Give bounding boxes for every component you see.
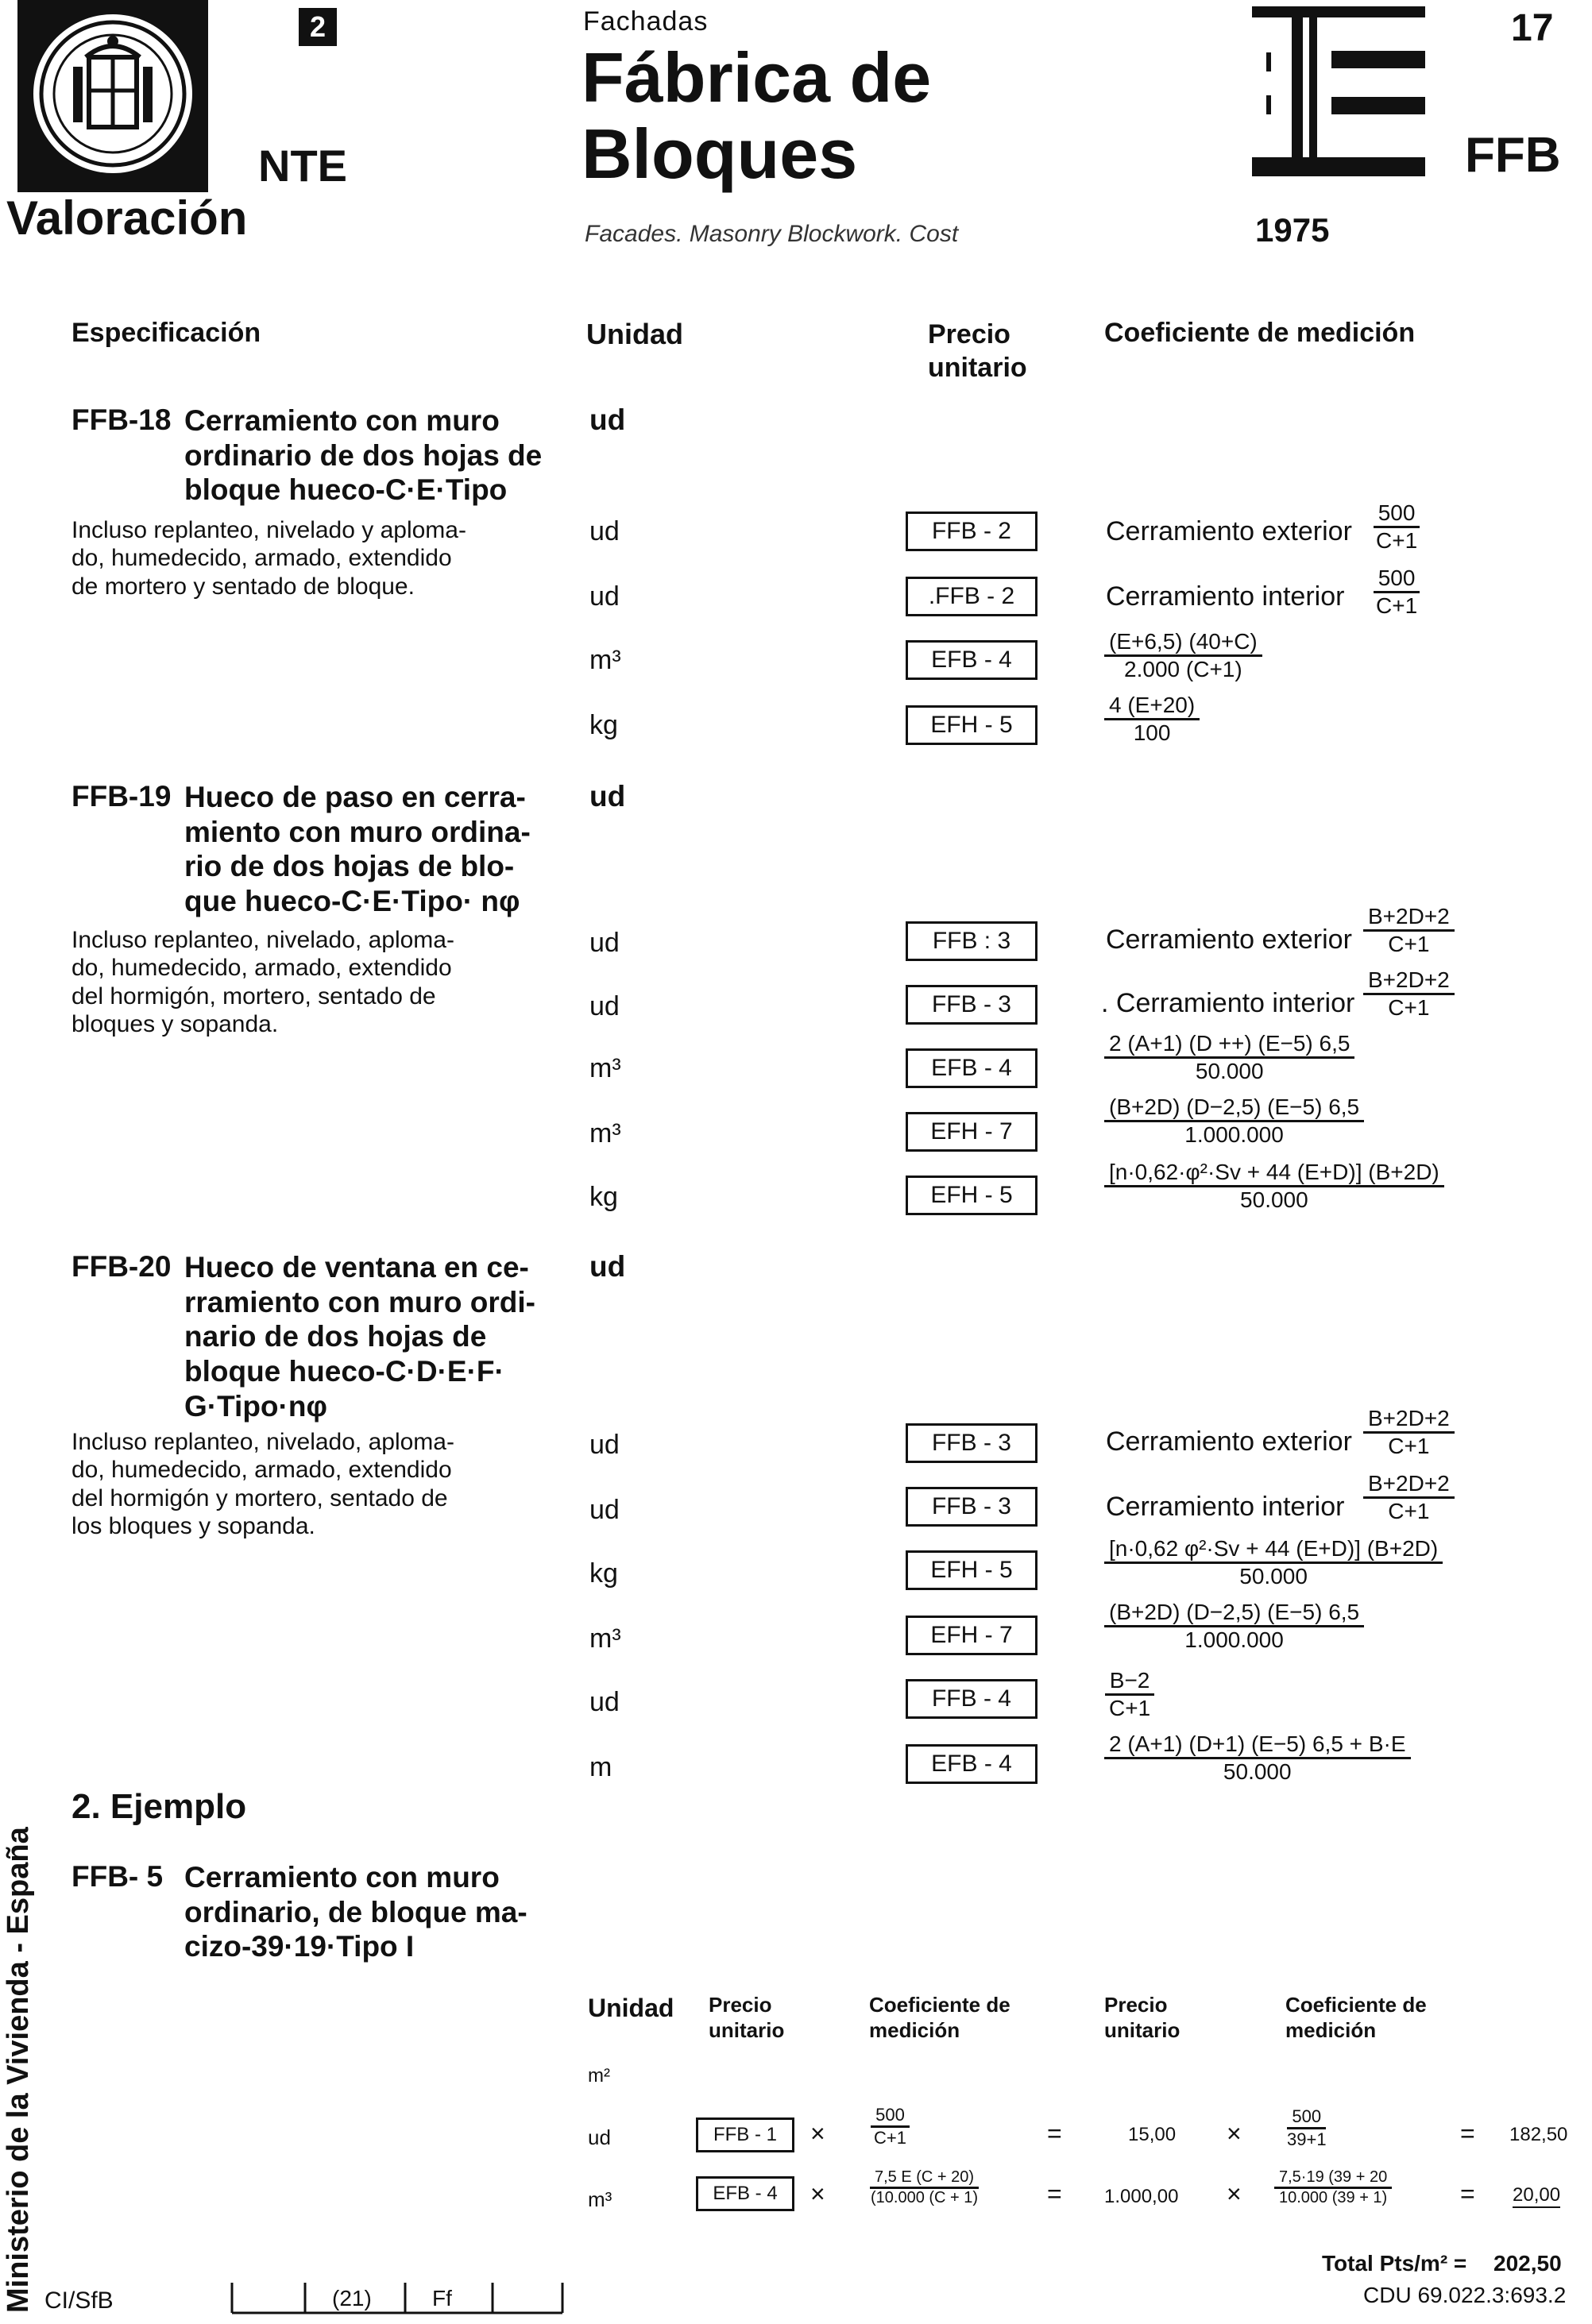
ffb20-r3-ref: EFH - 5 [906, 1550, 1038, 1590]
ffb19-r3-ref: EFB - 4 [906, 1048, 1038, 1088]
ffb18-r2-unit: ud [589, 581, 620, 612]
ffb19-r2-frac: $\frac{B+2D+2}{C+1}$ [1363, 967, 1455, 1021]
col-price-l1: Precio [928, 319, 1010, 349]
ffb18-r1-ref: FFB - 2 [906, 512, 1038, 551]
example-title-l1: Cerramiento con muro [184, 1861, 500, 1894]
cisfb-boxes [230, 2278, 564, 2314]
ffb19-title [184, 780, 531, 919]
col-coef: Coeficiente de medición [1104, 318, 1416, 348]
ex-hdr-coef1: Coeficiente de medición [869, 1993, 1010, 2042]
ffb19-r1-ref: FFB : 3 [906, 921, 1038, 961]
ex-r2-result: 20,00 [1513, 2184, 1560, 2208]
ffb19-r4-unit: m³ [589, 1118, 621, 1148]
col-price-l2: unitario [928, 353, 1027, 383]
ffb18-r3-frac: $\frac{(E+6,5) (40+C)}{2.000 (C+1)}$ [1104, 629, 1262, 682]
ex-r1-frac: $\frac{500}{C+1}$ [869, 2105, 911, 2148]
ffb20-title-l4: bloque hueco-C·D·E·F· [184, 1354, 504, 1388]
ffb18-r3-unit: m³ [589, 645, 621, 675]
ex-r2-eq2: = [1460, 2179, 1475, 2208]
ffb20-title [184, 1250, 535, 1423]
ffb20-desc-l1: Incluso replanteo, nivelado, aploma- [71, 1429, 454, 1455]
ffb19-r5-unit: kg [589, 1182, 618, 1212]
category-label: Fachadas [583, 6, 709, 37]
ffb18-r1-label: Cerramiento exterior [1106, 516, 1352, 546]
ffb19-desc-l1: Incluso replanteo, nivelado, aploma- [71, 927, 454, 953]
ex-r2-frac2: $\frac{7,5\cdot 19 (39 + 20}{10.000 (39 + 1)}$ [1274, 2168, 1392, 2207]
ffb19-r3-frac: $\frac{2 (A+1) (D ++) (E-5) 6,5}{50.000}$ [1104, 1031, 1354, 1084]
col-spec: Especificación [71, 318, 261, 348]
ex-r1-unit: ud [588, 2125, 611, 2149]
ffb19-code: FFB-19 [71, 780, 172, 813]
ffb19-title-l2: miento con muro ordina- [184, 815, 531, 848]
ffb19-r5-ref: EFH - 5 [906, 1176, 1038, 1215]
ex-r2-unit: m³ [588, 2187, 612, 2211]
ffb20-desc-l4: los bloques y sopanda. [71, 1513, 315, 1540]
ffb18-r1-unit: ud [589, 516, 620, 546]
ffb18-unit: ud [589, 403, 626, 436]
ffb18-title-l1: Cerramiento con muro [184, 404, 500, 437]
ffb18-r2-frac: $\frac{500}{C+1}$ [1371, 566, 1422, 619]
ffb19-r4-frac: $\frac{(B+2D) (D-2,5) (E-5) 6,5}{1.000.000}$ [1104, 1094, 1364, 1148]
ex-r1-ref: FFB - 1 [696, 2117, 794, 2152]
ffb20-r6-frac: $\frac{2 (A+1) (D+1) (E-5) 6,5 + B\cdot E}{50.000}$ [1104, 1731, 1411, 1785]
ex-r2-frac: $\frac{7,5 E (C + 20)}{(10.000 (C + 1)}$ [871, 2168, 979, 2206]
cisfb-box-21: (21) [332, 2286, 372, 2310]
ffb20-title-l3: nario de dos hojas de [184, 1320, 487, 1353]
ffb19-title-l3: rio de dos hojas de blo- [184, 850, 515, 883]
ffb20-r2-ref: FFB - 3 [906, 1487, 1038, 1527]
ffb20-r3-unit: kg [589, 1558, 618, 1589]
total-label: Total Pts/m² = [1322, 2251, 1467, 2276]
ex-r2-x1: × [810, 2179, 825, 2208]
ffb18-code: FFB-18 [71, 403, 172, 436]
ffb20-title-l1: Hueco de ventana en ce- [184, 1251, 529, 1284]
cisfb-label: CI/SfB [44, 2287, 114, 2314]
ffb18-r3-ref: EFB - 4 [906, 640, 1038, 680]
ffb20-r1-frac: $\frac{B+2D+2}{C+1}$ [1363, 1406, 1455, 1459]
ffb18-r2-label: Cerramiento interior [1106, 581, 1345, 612]
ffb20-title-l5: G·Tipo·nφ [184, 1389, 327, 1423]
ex-hdr-price1: Precio unitario [709, 1993, 785, 2042]
ffb19-r5-frac: $\frac{\text{[n·0,62·φ²·Sv + 44 (E+D)] (B+2D)}}{50.000}$ [1104, 1160, 1444, 1213]
ex-r1-x1: × [810, 2119, 825, 2148]
ffb20-r1-label: Cerramiento exterior [1106, 1426, 1352, 1457]
ffb18-title [184, 403, 542, 508]
ffb18-desc-l3: de mortero y sentado de bloque. [71, 573, 415, 600]
ffb19-r1-frac: $\frac{B+2D+2}{C+1}$ [1363, 904, 1455, 957]
ffb20-r3-frac: $\frac{\text{[n·0,62 φ²·Sv + 44 (E+D)] (B+2D)}}{50.000}$ [1104, 1536, 1443, 1589]
ffb18-desc-l2: do, humedecido, armado, extendido [71, 545, 452, 572]
ffb20-unit: ud [589, 1250, 626, 1283]
nte-symbol [1252, 2, 1425, 178]
ffb18-r4-ref: EFH - 5 [906, 705, 1038, 745]
ffb19-title-l4: que hueco-C·E·Tipo· nφ [184, 884, 520, 917]
ffb20-r5-unit: ud [589, 1687, 620, 1717]
ffb18-title-l3: bloque hueco-C·E·Tipo [184, 473, 508, 507]
ex-r2-ref: EFB - 4 [696, 2176, 794, 2211]
year-label: 1975 [1255, 211, 1330, 249]
ffb20-desc [71, 1428, 454, 1541]
example-heading: 2. Ejemplo [71, 1787, 247, 1826]
ex-r2-price: 1.000,00 [1104, 2186, 1179, 2207]
ex-r1-frac2: $\frac{500}{39+1}$ [1287, 2106, 1327, 2149]
ffb18-desc [71, 516, 466, 600]
ffb19-title-l1: Hueco de paso en cerra- [184, 781, 526, 813]
seal-logo [17, 0, 208, 192]
example-title-l2: ordinario, de bloque ma- [184, 1895, 527, 1928]
ffb19-desc-l3: del hormigón, mortero, sentado de [71, 982, 436, 1010]
ffb20-r1-ref: FFB - 3 [906, 1423, 1038, 1463]
example-title [184, 1860, 527, 1964]
ffb20-r6-unit: m [589, 1752, 612, 1782]
ffb20-r4-unit: m³ [589, 1623, 621, 1654]
page-number: 17 [1511, 7, 1554, 49]
ffb19-desc-l2: do, humedecido, armado, extendido [71, 955, 452, 982]
example-title-l3: cizo-39·19·Tipo I [184, 1930, 415, 1963]
ffb20-desc-l3: del hormigón y mortero, sentado de [71, 1484, 448, 1511]
ffb20-r4-ref: EFH - 7 [906, 1616, 1038, 1655]
ffb18-title-l2: ordinario de dos hojas de [184, 438, 543, 472]
page-title-line2: Bloques [582, 114, 858, 193]
ex-r1-price: 15,00 [1128, 2124, 1177, 2145]
ffb20-r4-frac: $\frac{(B+2D) (D-2,5) (E-5) 6,5}{1.000.000}$ [1104, 1600, 1364, 1653]
ffb20-r2-unit: ud [589, 1495, 620, 1525]
ffb19-r2-label: . Cerramiento interior [1101, 988, 1355, 1018]
ex-r2-x2: × [1227, 2179, 1242, 2208]
ex-r2-eq1: = [1047, 2179, 1062, 2208]
cdu-code: CDU 69.022.3:693.2 [1363, 2283, 1567, 2307]
total-value: 202,50 [1493, 2251, 1562, 2276]
valoracion-label: Valoración [6, 191, 248, 245]
ffb20-r1-unit: ud [589, 1430, 620, 1460]
ffb19-r4-ref: EFH - 7 [906, 1112, 1038, 1152]
ffb18-r4-unit: kg [589, 710, 618, 740]
ffb18-r4-frac: $\frac{4 (E+20)}{100}$ [1104, 693, 1200, 746]
ex-hdr-price2: Precio unitario [1104, 1993, 1180, 2042]
ffb20-r2-frac: $\frac{B+2D+2}{C+1}$ [1363, 1471, 1455, 1524]
ex-hdr-unit: Unidad [588, 1994, 674, 2022]
chapter-code: FFB [1465, 128, 1561, 183]
ffb19-r2-ref: FFB - 3 [906, 985, 1038, 1025]
ffb18-r2-ref: .FFB - 2 [906, 577, 1038, 616]
ffb20-title-l2: rramiento con muro ordi- [184, 1285, 535, 1318]
subtitle: Facades. Masonry Blockwork. Cost [585, 221, 959, 247]
ffb19-r2-unit: ud [589, 991, 620, 1021]
ffb20-desc-l2: do, humedecido, armado, extendido [71, 1457, 452, 1484]
ex-r1-result: 182,50 [1509, 2124, 1568, 2145]
ffb19-r1-label: Cerramiento exterior [1106, 925, 1352, 955]
ffb18-r1-frac: $\frac{500}{C+1}$ [1371, 500, 1422, 554]
ffb20-code: FFB-20 [71, 1250, 172, 1283]
section-badge: 2 [299, 8, 337, 46]
ffb20-r5-ref: FFB - 4 [906, 1679, 1038, 1719]
ex-r1-x2: × [1227, 2119, 1242, 2148]
ffb20-r2-label: Cerramiento interior [1106, 1492, 1345, 1522]
ffb19-desc-l4: bloques y sopanda. [71, 1011, 279, 1038]
sidebar-ministry: Ministerio de la Vivienda - España [2, 1827, 35, 2313]
ex-hdr-coef2: Coeficiente de medición [1285, 1993, 1427, 2042]
ffb19-desc [71, 926, 454, 1039]
ffb18-desc-l1: Incluso replanteo, nivelado y aploma- [71, 517, 466, 543]
page-title-line1: Fábrica de [582, 38, 932, 117]
ffb20-r6-ref: EFB - 4 [906, 1744, 1038, 1784]
ffb20-r5-frac: $\frac{B-2}{C+1}$ [1104, 1668, 1155, 1721]
col-unit: Unidad [586, 318, 683, 350]
ffb19-r3-unit: m³ [589, 1053, 621, 1083]
ex-r1-eq1: = [1047, 2119, 1062, 2148]
cisfb-box-ff: Ff [432, 2286, 452, 2310]
ex-unit-main: m² [588, 2065, 610, 2087]
ffb19-unit: ud [589, 780, 626, 813]
ex-r1-eq2: = [1460, 2119, 1475, 2148]
ffb19-r1-unit: ud [589, 928, 620, 958]
col-price [928, 318, 1027, 384]
example-code: FFB- 5 [71, 1860, 164, 1893]
nte-label: NTE [258, 141, 347, 191]
